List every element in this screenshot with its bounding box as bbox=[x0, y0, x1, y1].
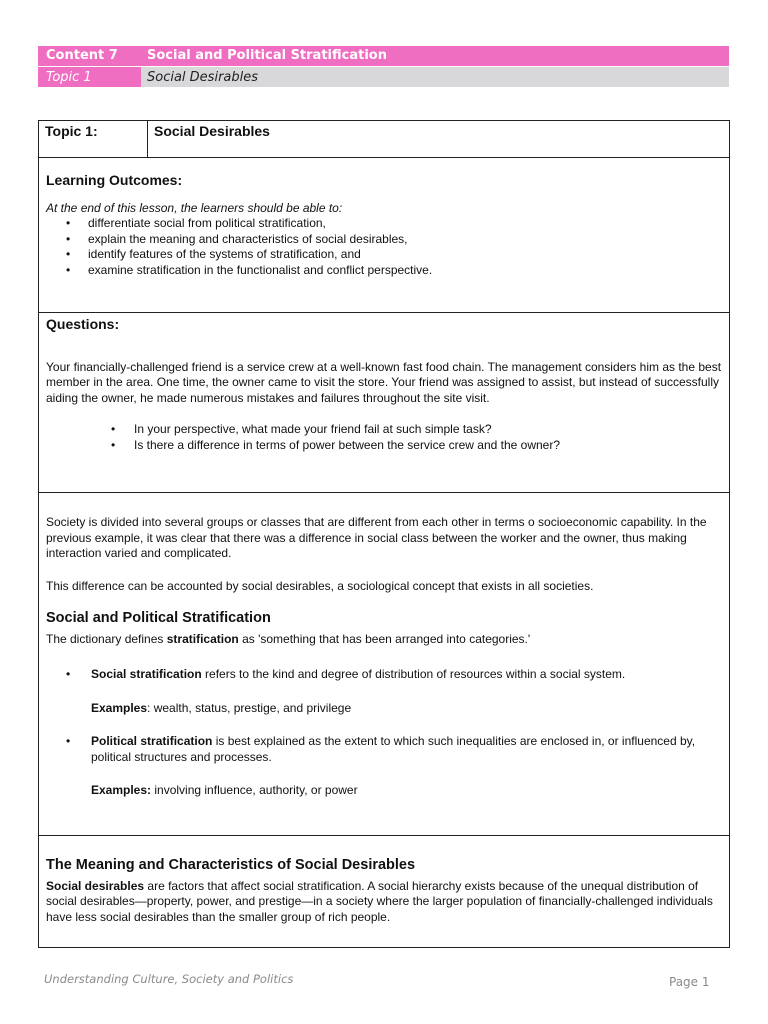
political-stratification-text: is best explained as the extent to which such inequalities are enclosed in, or influenced by, political structures and processes. bbox=[91, 734, 696, 764]
definition-prefix: The dictionary defines bbox=[46, 631, 167, 646]
topic-row-title: Social Desirables bbox=[154, 123, 270, 139]
document-header bbox=[38, 46, 729, 87]
political-stratification-item bbox=[46, 734, 722, 765]
social-examples-text: : wealth, status, prestige, and privilege bbox=[147, 700, 352, 715]
content-title: Social and Political Stratification bbox=[147, 48, 387, 63]
content-header-row bbox=[38, 46, 729, 66]
political-examples-text: involving influence, authority, or power bbox=[151, 783, 358, 797]
topic-header-row bbox=[38, 66, 729, 87]
social-desirables-term: Social desirables bbox=[46, 878, 145, 893]
political-examples bbox=[46, 783, 722, 799]
social-desirables-paragraph bbox=[46, 879, 722, 926]
questions-heading: Questions: bbox=[46, 316, 120, 332]
learning-outcomes-intro: At the end of this lesson, the learners should be able to: bbox=[46, 200, 343, 215]
questions-section bbox=[39, 313, 729, 493]
social-desirables-section bbox=[39, 836, 729, 947]
social-desirables-text: are factors that affect social stratification. A social hierarchy exists because of the unequal distribution of social desirables—property, power, and prestige—in a society where the larger population of financially-challenged individuals have less social desirables than the smaller group of rich people. bbox=[46, 878, 713, 924]
discussion-section bbox=[39, 493, 729, 836]
discussion-paragraph-2: This difference can be accounted by social desirables, a sociological concept that exists in all societies. bbox=[46, 578, 594, 593]
topic-row-label: Topic 1: bbox=[39, 121, 148, 157]
discussion-paragraph-1: Society is divided into several groups or classes that are different from each other in terms o socioeconomic capability. In the previous example, it was clear that there was a difference in social class between the worker and the owner, thus making interaction varied and complicated. bbox=[46, 515, 707, 560]
social-desirables-heading: The Meaning and Characteristics of Social Desirables bbox=[46, 857, 416, 873]
footer-book-title: Understanding Culture, Society and Politics bbox=[44, 972, 294, 986]
social-stratification-item bbox=[46, 667, 722, 683]
social-examples bbox=[46, 701, 722, 717]
learning-outcomes-heading: Learning Outcomes: bbox=[46, 172, 183, 188]
content-label: Content 7 bbox=[46, 48, 118, 63]
question-item: • In your perspective, what made your friend fail at such simple task? bbox=[46, 422, 722, 438]
outcome-item: • examine stratification in the functionalist and conflict perspective. bbox=[46, 263, 722, 279]
outcome-item: • identify features of the systems of stratification, and bbox=[46, 247, 722, 263]
social-stratification-term: Social stratification bbox=[91, 667, 202, 681]
learning-outcomes-section bbox=[39, 158, 729, 313]
stratification-heading: Social and Political Stratification bbox=[46, 610, 271, 626]
outcome-item: • explain the meaning and characteristics of social desirables, bbox=[46, 232, 722, 248]
stratification-definition bbox=[46, 632, 722, 648]
lesson-table bbox=[38, 120, 730, 948]
footer-page-number: Page 1 bbox=[669, 975, 710, 989]
definition-term: stratification bbox=[166, 631, 239, 646]
outcome-item: • differentiate social from political stratification, bbox=[46, 216, 722, 232]
question-item: • Is there a difference in terms of power between the service crew and the owner? bbox=[46, 438, 722, 454]
topic-row bbox=[39, 121, 729, 158]
social-stratification-text: refers to the kind and degree of distribution of resources within a social system. bbox=[201, 667, 626, 681]
topic-label: Topic 1 bbox=[38, 66, 141, 87]
questions-scenario: Your financially-challenged friend is a service crew at a well-known fast food chain. The management considers him as the best member in the area. One time, the owner came to visit the store. Your friend was assigned to assist, but instead of successfully aiding the owner, he made numerous mistakes and failures throughout the site visit. bbox=[46, 359, 722, 405]
political-stratification-term: Political stratification bbox=[91, 734, 213, 748]
social-examples-label: Examples bbox=[91, 700, 148, 715]
topic-title: Social Desirables bbox=[141, 66, 729, 87]
definition-suffix: as 'something that has been arranged into categories.' bbox=[238, 631, 531, 646]
political-examples-label: Examples: bbox=[91, 783, 152, 797]
